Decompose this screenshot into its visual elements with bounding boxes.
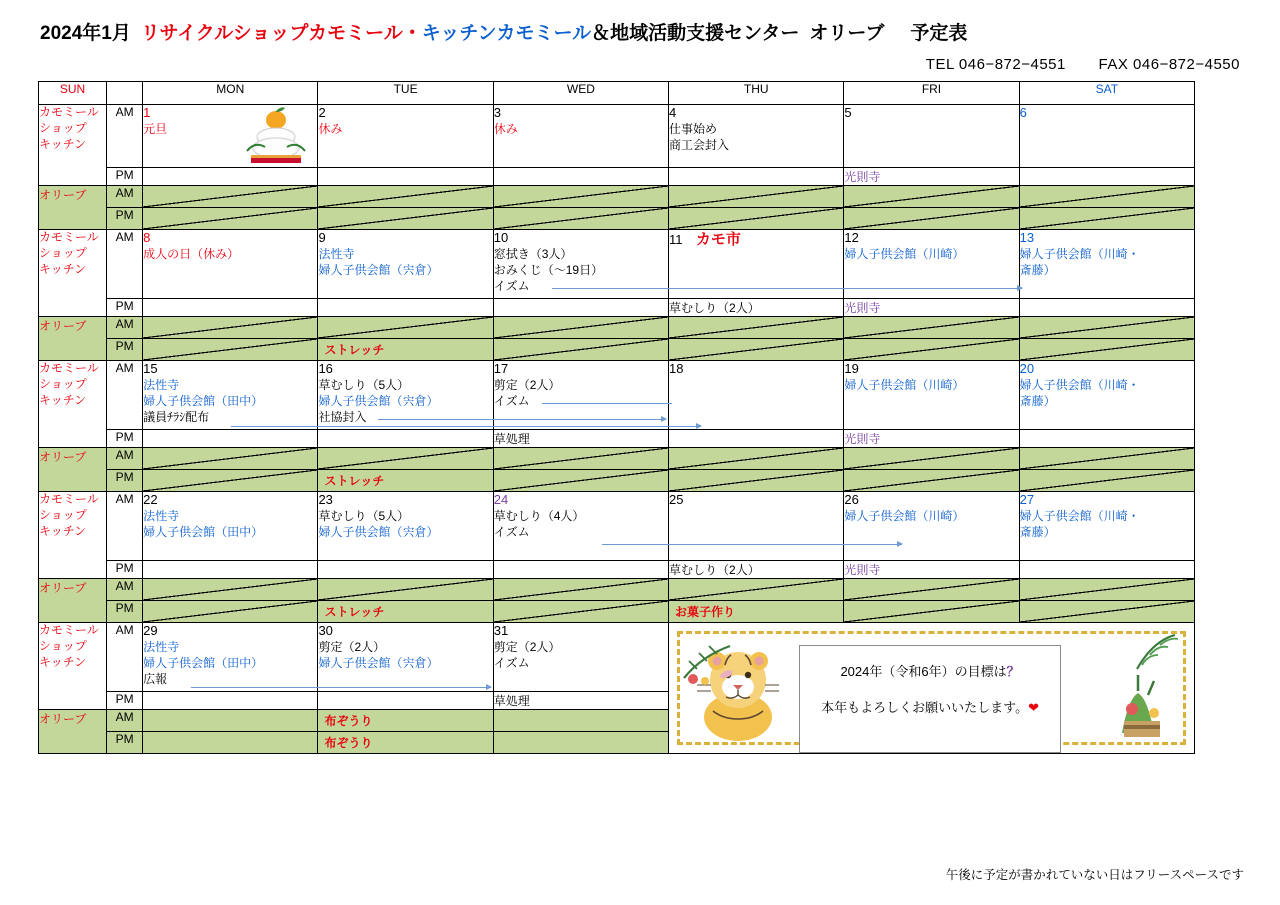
day-event: イズム [493, 655, 530, 670]
day-event: 窓拭き（3人） [493, 246, 573, 261]
olive-event: 布ぞうり [324, 736, 373, 750]
pm-event-thu: 草むしり（2人） [669, 299, 844, 317]
row-label-olive: オリーブ [39, 710, 107, 754]
bamboo-icon [1120, 631, 1180, 677]
week2-olive-pm-row [39, 339, 1195, 361]
olive-am-mon [143, 710, 318, 732]
olive-pm-tue [318, 208, 493, 230]
olive-pm-wed [493, 208, 668, 230]
row-label-kamomile [39, 105, 107, 186]
label-line-3: キッチン [39, 523, 87, 538]
title-separator: ・ [402, 23, 422, 44]
day-number: 22 [143, 492, 158, 507]
day-cell-16 [318, 361, 493, 430]
day-event: 斎藤） [1019, 393, 1056, 408]
day-event: 婦人子供会館（川崎） [844, 377, 965, 392]
olive-pm-mon [143, 601, 318, 623]
pm-event-wed: 草処理 [493, 430, 668, 448]
day-event: 仕事始め [669, 121, 718, 136]
olive-pm-tue [318, 470, 493, 492]
day-cell-26 [844, 492, 1019, 561]
olive-am-wed [493, 579, 668, 601]
pm-event-sat [1019, 168, 1194, 186]
kagamimochi-icon [243, 107, 309, 165]
day-event: 社協封入 [318, 410, 367, 425]
day-event: イズム [493, 524, 530, 539]
week2-pm-row [39, 299, 1195, 317]
label-line-3: キッチン [39, 392, 87, 407]
olive-pm-wed [493, 339, 668, 361]
day-event: 草むしり（4人） [493, 508, 585, 523]
row-label-olive: オリーブ [39, 317, 107, 361]
day-cell-6 [1019, 105, 1194, 168]
day-number: 1 [143, 105, 151, 120]
label-line-1: カモミール [39, 230, 99, 244]
week4-pm-row [39, 561, 1195, 579]
label-line-1: カモミール [39, 623, 99, 637]
pm-event-fri: 光則寺 [844, 561, 1019, 579]
ampm-am: AM [107, 448, 143, 470]
day-cell-23 [318, 492, 493, 561]
title-org-recycle: リサイクルショップカモミール [140, 23, 403, 44]
olive-pm-tue [318, 339, 493, 361]
day-event: 広報 [143, 672, 168, 687]
week3-olive-am-row [39, 448, 1195, 470]
olive-am-thu [669, 317, 844, 339]
day-number: 31 [493, 623, 509, 638]
day-number: 15 [143, 361, 158, 376]
title-org-center: ＆地域活動支援センター [591, 23, 800, 44]
day-event: 婦人子供会館（川崎・ [1019, 508, 1140, 523]
day-number: 25 [669, 492, 684, 507]
olive-am-fri [844, 317, 1019, 339]
olive-am-tue [318, 186, 493, 208]
olive-pm-thu [669, 601, 844, 623]
day-number: 10 [493, 230, 509, 245]
olive-am-mon [143, 317, 318, 339]
olive-pm-mon [143, 732, 318, 754]
question-mark-icon: ？ [1006, 664, 1020, 679]
ampm-pm: PM [107, 692, 143, 710]
day-event: 商工会封入 [669, 137, 730, 152]
week2-olive-am-row [39, 317, 1195, 339]
col-header-sun: SUN [39, 82, 107, 105]
duration-arrow [542, 403, 672, 404]
day-event: 婦人子供会館（宍倉） [318, 655, 439, 670]
pm-event-tue [318, 561, 493, 579]
day-cell-11 [669, 230, 844, 299]
ampm-am: AM [107, 361, 143, 430]
row-label-kamomile [39, 230, 107, 317]
day-number: 4 [669, 105, 677, 120]
day-cell-29 [143, 623, 318, 692]
greeting-text-box [799, 645, 1061, 753]
day-event: 法性寺 [318, 246, 355, 261]
label-line-1: カモミール [39, 492, 99, 506]
label-line-3: キッチン [39, 654, 87, 669]
row-label-olive: オリーブ [39, 186, 107, 230]
day-event: 斎藤） [1019, 524, 1056, 539]
day-event: 婦人子供会館（田中） [143, 393, 264, 408]
olive-event: お菓子作り [675, 605, 736, 619]
ampm-am: AM [107, 230, 143, 299]
olive-am-wed [493, 448, 668, 470]
week4-olive-am-row [39, 579, 1195, 601]
day-event: おみくじ（～19日） [493, 262, 604, 277]
day-number: 24 [493, 492, 509, 507]
pm-event-thu [669, 430, 844, 448]
olive-pm-fri [844, 208, 1019, 230]
olive-am-wed [493, 317, 668, 339]
day-event: 休み [318, 121, 343, 136]
day-number: 20 [1019, 361, 1035, 376]
olive-am-tue [318, 448, 493, 470]
new-year-greeting-cell [669, 623, 1195, 754]
ampm-pm: PM [107, 299, 143, 317]
day-event: 成人の日（休み） [143, 246, 240, 261]
olive-pm-thu [669, 208, 844, 230]
olive-pm-fri [844, 601, 1019, 623]
day-cell-30 [318, 623, 493, 692]
day-cell-2 [318, 105, 493, 168]
olive-am-fri [844, 186, 1019, 208]
week4-am-row [39, 492, 1195, 561]
day-number: 9 [318, 230, 326, 245]
day-event: 剪定（2人） [318, 639, 386, 654]
day-event: 法性寺 [143, 377, 180, 392]
day-cell-8 [143, 230, 318, 299]
olive-am-mon [143, 448, 318, 470]
day-event: 休み [493, 121, 518, 136]
week3-pm-row [39, 430, 1195, 448]
day-number: 18 [669, 361, 684, 376]
pm-event-sat [1019, 430, 1194, 448]
ampm-pm: PM [107, 339, 143, 361]
row-label-olive: オリーブ [39, 448, 107, 492]
olive-event: ストレッチ [324, 605, 385, 619]
row-label-kamomile [39, 623, 107, 710]
olive-event: 布ぞうり [324, 714, 373, 728]
day-number: 12 [844, 230, 859, 245]
olive-pm-mon [143, 339, 318, 361]
pm-event-fri: 光則寺 [844, 168, 1019, 186]
col-header-thu: THU [669, 82, 844, 105]
pm-event-sat [1019, 561, 1194, 579]
week3-olive-pm-row [39, 470, 1195, 492]
day-event: 剪定（2人） [493, 639, 561, 654]
olive-am-sat [1019, 448, 1194, 470]
week1-olive-pm-row [39, 208, 1195, 230]
label-line-2: ショップ [39, 245, 87, 260]
heart-icon: ❤ [1028, 700, 1039, 715]
col-header-spacer [107, 82, 143, 105]
day-event: 草むしり（5人） [318, 508, 410, 523]
olive-am-thu [669, 448, 844, 470]
olive-am-fri [844, 579, 1019, 601]
pm-event-mon [143, 430, 318, 448]
olive-am-tue [318, 579, 493, 601]
ampm-pm: PM [107, 561, 143, 579]
day-event: 婦人子供会館（宍倉） [318, 393, 439, 408]
day-cell-25 [669, 492, 844, 561]
day-cell-12 [844, 230, 1019, 299]
olive-pm-sat [1019, 208, 1194, 230]
day-cell-15 [143, 361, 318, 430]
olive-pm-wed [493, 601, 668, 623]
label-line-2: ショップ [39, 507, 87, 522]
olive-pm-sat [1019, 339, 1194, 361]
day-cell-1 [143, 105, 318, 168]
olive-pm-fri [844, 339, 1019, 361]
pm-event-fri: 光則寺 [844, 430, 1019, 448]
olive-event: ストレッチ [324, 474, 385, 488]
day-cell-24 [493, 492, 668, 561]
day-event: 議員ﾁﾗｼ配布 [143, 410, 210, 425]
day-cell-5 [844, 105, 1019, 168]
week1-pm-row [39, 168, 1195, 186]
day-number: 16 [318, 361, 333, 376]
day-cell-27 [1019, 492, 1194, 561]
olive-pm-thu [669, 339, 844, 361]
olive-pm-mon [143, 208, 318, 230]
olive-pm-wed [493, 470, 668, 492]
olive-am-wed [493, 186, 668, 208]
day-event: イズム [493, 279, 530, 294]
day-cell-20 [1019, 361, 1194, 430]
col-header-tue: TUE [318, 82, 493, 105]
day-number: 11 [669, 232, 683, 247]
olive-pm-tue [318, 732, 493, 754]
day-event: 婦人子供会館（川崎・ [1019, 377, 1140, 392]
day-number: 27 [1019, 492, 1035, 507]
pm-event-tue [318, 430, 493, 448]
ampm-am: AM [107, 186, 143, 208]
olive-event: ストレッチ [324, 343, 385, 357]
footer-note: 午後に予定が書かれていない日はフリースペースです [945, 868, 1244, 882]
ampm-pm: PM [107, 430, 143, 448]
day-cell-3 [493, 105, 668, 168]
pm-event-wed [493, 561, 668, 579]
pm-event-sat [1019, 299, 1194, 317]
label-line-2: ショップ [39, 638, 87, 653]
label-line-1: カモミール [39, 105, 99, 119]
pm-event-mon [143, 168, 318, 186]
day-number: 23 [318, 492, 333, 507]
olive-pm-fri [844, 470, 1019, 492]
col-header-wed: WED [493, 82, 668, 105]
olive-am-tue [318, 710, 493, 732]
ampm-am: AM [107, 492, 143, 561]
week4-olive-pm-row [39, 601, 1195, 623]
weekday-header-row [39, 82, 1195, 105]
ampm-am: AM [107, 579, 143, 601]
day-number: 29 [143, 623, 158, 638]
col-header-sat: SAT [1019, 82, 1194, 105]
greeting-line-1: 2024年（令和6年）の目標は？ [840, 664, 1020, 679]
ampm-am: AM [107, 317, 143, 339]
day-number: 17 [493, 361, 509, 376]
row-label-olive: オリーブ [39, 579, 107, 623]
week1-am-row [39, 105, 1195, 168]
pm-event-fri: 光則寺 [844, 299, 1019, 317]
day-number: 6 [1019, 105, 1027, 120]
day-event: 剪定（2人） [493, 377, 561, 392]
day-cell-10 [493, 230, 668, 299]
day-event: 元旦 [143, 121, 168, 136]
olive-pm-sat [1019, 601, 1194, 623]
label-line-2: ショップ [39, 120, 87, 135]
pm-event-mon [143, 561, 318, 579]
row-label-kamomile [39, 492, 107, 579]
day-event: 婦人子供会館（川崎） [844, 246, 965, 261]
olive-am-sat [1019, 186, 1194, 208]
day-number: 13 [1019, 230, 1035, 245]
olive-am-mon [143, 186, 318, 208]
ampm-am: AM [107, 105, 143, 168]
olive-am-sat [1019, 579, 1194, 601]
day-number: 3 [493, 105, 501, 120]
olive-am-sat [1019, 317, 1194, 339]
day-cell-19 [844, 361, 1019, 430]
title-month: 2024年1月 [40, 23, 131, 44]
title-org-olive: オリーブ [809, 23, 885, 44]
day-event: 婦人子供会館（宍倉） [318, 524, 439, 539]
ampm-pm: PM [107, 208, 143, 230]
day-event: 婦人子供会館（田中） [143, 524, 264, 539]
ampm-pm: PM [107, 732, 143, 754]
title-org-kitchen: キッチンカモミール [421, 23, 592, 44]
pm-event-thu: 草むしり（2人） [669, 561, 844, 579]
day-event: 婦人子供会館（田中） [143, 655, 264, 670]
day-cell-31 [493, 623, 668, 692]
day-event: カモ市 [695, 231, 741, 248]
day-cell-18 [669, 361, 844, 430]
label-line-1: カモミール [39, 361, 99, 375]
day-number: 30 [318, 623, 333, 638]
week1-olive-am-row [39, 186, 1195, 208]
pm-event-wed [493, 299, 668, 317]
tel-number: TEL 046−872−4551 [925, 56, 1066, 73]
row-label-kamomile [39, 361, 107, 448]
pine-branch-icon [679, 633, 749, 688]
day-cell-9 [318, 230, 493, 299]
day-event: 斎藤） [1019, 262, 1056, 277]
day-cell-17 [493, 361, 668, 430]
day-cell-13 [1019, 230, 1194, 299]
week2-am-row [39, 230, 1195, 299]
ampm-am: AM [107, 710, 143, 732]
label-line-3: キッチン [39, 261, 87, 276]
day-event: 草むしり（5人） [318, 377, 410, 392]
day-cell-22 [143, 492, 318, 561]
label-line-3: キッチン [39, 136, 87, 151]
ampm-pm: PM [107, 470, 143, 492]
olive-pm-thu [669, 470, 844, 492]
olive-am-wed [493, 710, 668, 732]
pm-event-thu [669, 168, 844, 186]
day-number: 8 [143, 230, 151, 245]
pm-event-tue [318, 168, 493, 186]
week3-am-row [39, 361, 1195, 430]
greeting-line-2: 本年もよろしくお願いいたします。❤ [821, 700, 1039, 715]
day-event: イズム [493, 393, 530, 408]
fax-number: FAX 046−872−4550 [1098, 56, 1240, 73]
olive-am-mon [143, 579, 318, 601]
day-number: 2 [318, 105, 326, 120]
day-cell-4 [669, 105, 844, 168]
title-doc-type: 予定表 [910, 23, 968, 44]
pm-event-tue [318, 692, 493, 710]
day-event: 法性寺 [143, 508, 180, 523]
pm-event-tue [318, 299, 493, 317]
day-number: 26 [844, 492, 859, 507]
day-number: 19 [844, 361, 859, 376]
olive-am-tue [318, 317, 493, 339]
ampm-pm: PM [107, 168, 143, 186]
week5-am-row [39, 623, 1195, 692]
pm-event-wed: 草処理 [493, 692, 668, 710]
col-header-mon: MON [143, 82, 318, 105]
olive-am-thu [669, 186, 844, 208]
day-event: 法性寺 [143, 639, 180, 654]
ampm-pm: PM [107, 601, 143, 623]
day-event: 婦人子供会館（川崎・ [1019, 246, 1140, 261]
pm-event-wed [493, 168, 668, 186]
col-header-fri: FRI [844, 82, 1019, 105]
olive-pm-sat [1019, 470, 1194, 492]
olive-am-fri [844, 448, 1019, 470]
calendar-table [38, 81, 1195, 754]
day-event: 婦人子供会館（川崎） [844, 508, 965, 523]
pm-event-mon [143, 692, 318, 710]
olive-pm-wed [493, 732, 668, 754]
label-line-2: ショップ [39, 376, 87, 391]
new-year-greeting-panel [669, 623, 1194, 753]
day-event: 婦人子供会館（宍倉） [318, 262, 439, 277]
pm-event-mon [143, 299, 318, 317]
page-title [40, 18, 1244, 45]
contact-info [36, 56, 1244, 73]
ampm-am: AM [107, 623, 143, 692]
olive-pm-mon [143, 470, 318, 492]
olive-pm-tue [318, 601, 493, 623]
olive-am-thu [669, 579, 844, 601]
day-number: 5 [844, 105, 852, 120]
